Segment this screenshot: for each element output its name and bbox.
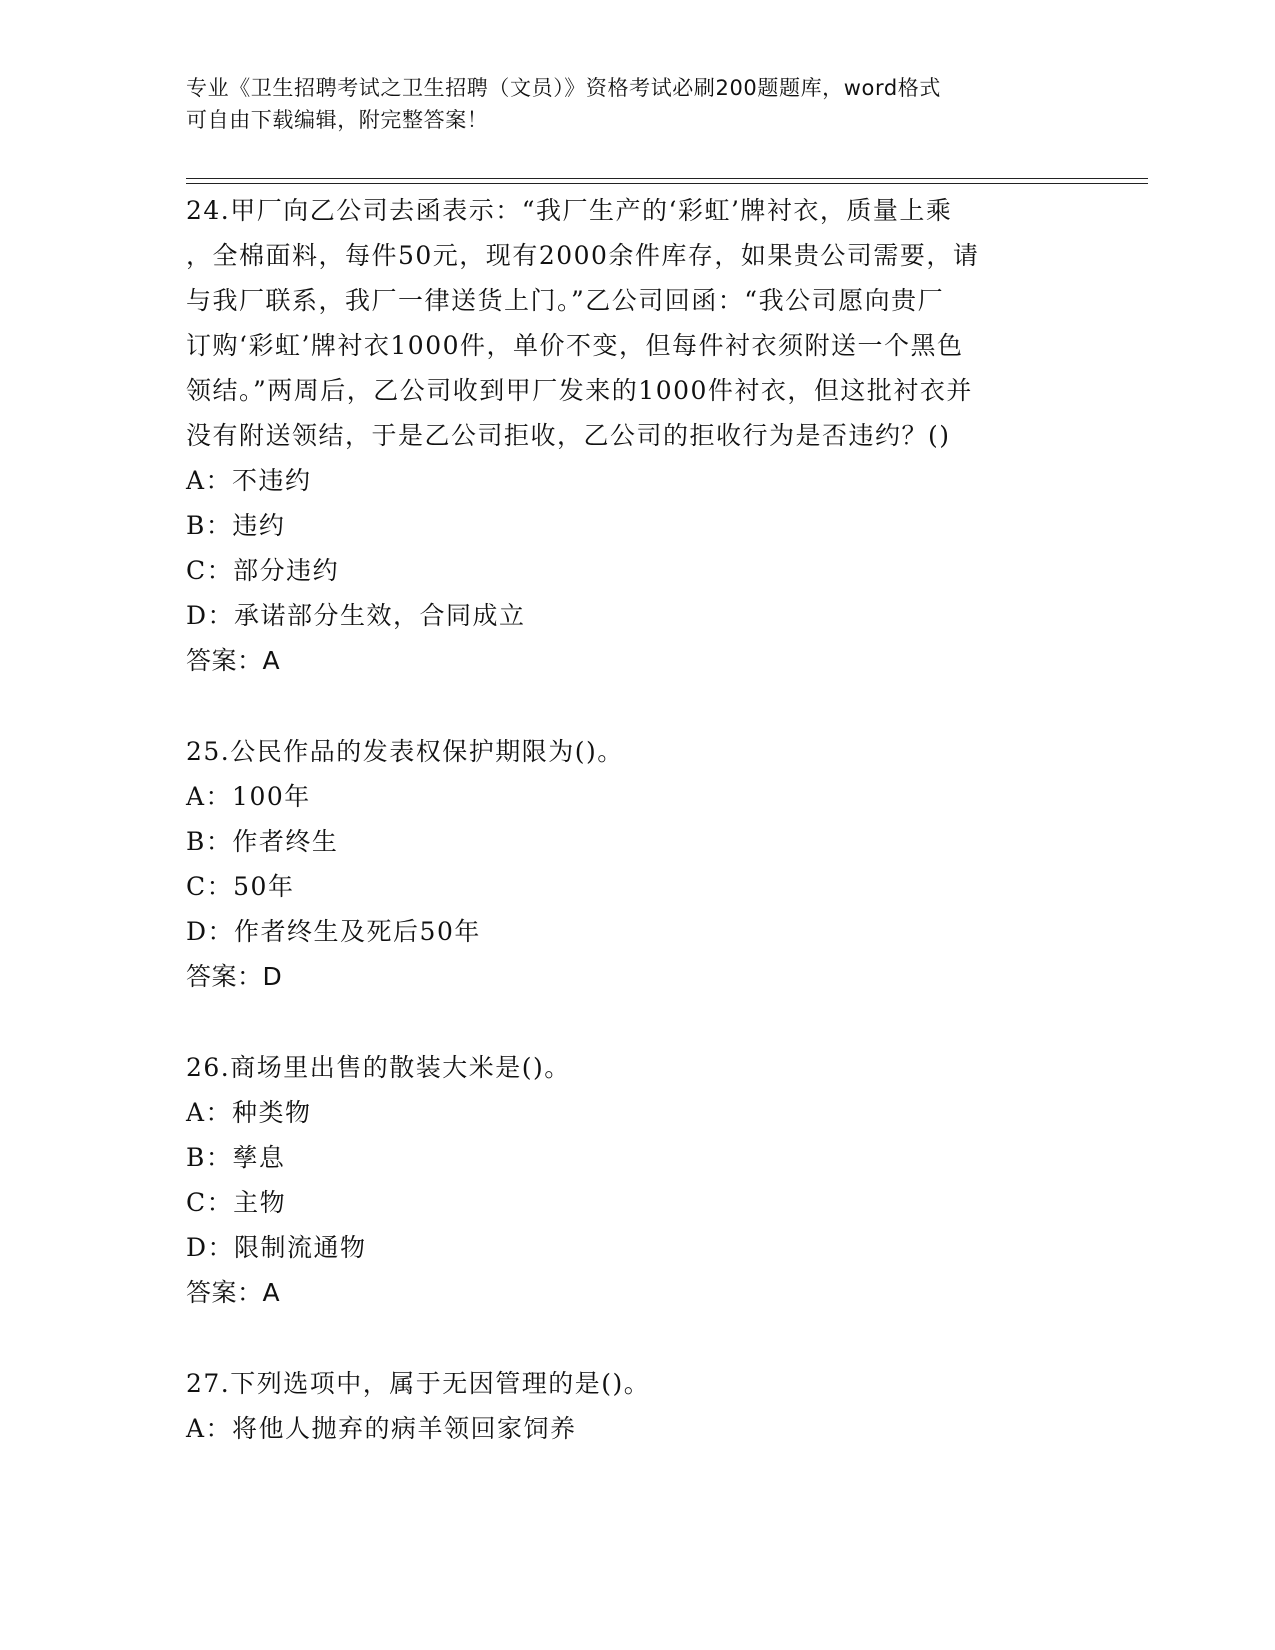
header-line-1: 专业《卫生招聘考试之卫生招聘（文员）》资格考试必刷200题题库，word格式 [186,76,941,100]
question-text-line: 24.甲厂向乙公司去函表示：“我厂生产的‘彩虹’牌衬衣，质量上乘 [186,196,953,225]
option-b: B：孳息 [186,1143,286,1172]
question-27 [186,1361,1086,1451]
question-24 [186,188,1086,683]
option-d: D：限制流通物 [186,1233,367,1262]
option-a: A：100年 [186,782,311,811]
question-text-line: 25.公民作品的发表权保护期限为()。 [186,737,624,766]
option-c: C：主物 [186,1188,287,1217]
option-b: B：作者终生 [186,827,339,856]
question-text-line: 与我厂联系，我厂一律送货上门。”乙公司回函：“我公司愿向贵厂 [186,286,945,315]
header-line-2: 可自由下载编辑，附完整答案！ [186,108,489,132]
header-divider-bottom [186,183,1148,184]
option-a: A：将他人抛弃的病羊领回家饲养 [186,1414,577,1443]
answer-label: 答案：D [186,962,283,991]
option-c: C：50年 [186,872,295,901]
option-b: B：违约 [186,511,286,540]
question-list [186,188,1086,1451]
question-25 [186,729,1086,999]
option-a: A：不违约 [186,466,312,495]
option-c: C：部分违约 [186,556,340,585]
document-header [186,72,1086,136]
question-text-line: 订购‘彩虹’牌衬衣1000件，单价不变，但每件衬衣须附送一个黑色 [186,331,964,360]
question-text-line: 领结。”两周后，乙公司收到甲厂发来的1000件衬衣，但这批衬衣并 [186,376,973,405]
option-a: A：种类物 [186,1098,312,1127]
question-text-line: ，全棉面料，每件50元，现有2000余件库存，如果贵公司需要，请 [186,241,980,270]
header-divider-top [186,178,1148,179]
option-d: D：作者终生及死后50年 [186,917,481,946]
answer-label: 答案：A [186,646,281,675]
question-spacer [186,1315,1086,1361]
question-text-line: 没有附送领结，于是乙公司拒收，乙公司的拒收行为是否违约？() [186,421,951,450]
question-text-line: 26.商场里出售的散装大米是()。 [186,1053,571,1082]
answer-label: 答案：A [186,1278,281,1307]
question-text-line: 27.下列选项中，属于无因管理的是()。 [186,1369,651,1398]
option-d: D：承诺部分生效，合同成立 [186,601,526,630]
question-spacer [186,999,1086,1045]
question-26 [186,1045,1086,1315]
question-spacer [186,683,1086,729]
